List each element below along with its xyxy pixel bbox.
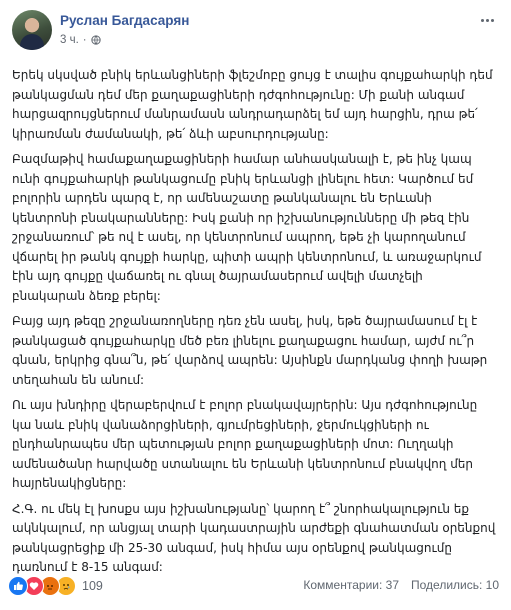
post-body xyxy=(12,66,499,584)
post-paragraph: Հ.Գ. ու մեկ էլ խոսքս այս իշխանությանը՝ կարող է՞ շնորհակալություն եք ակնկալում, որ անցյալ տարի կադաստրային արժեքի գնահատման օրենքով թանկացրեցիք մի 25-30 անգամ, իսկ հիմա այս օրենքով թանկացումը դառնում է 8-15 անգամ: xyxy=(12,501,496,574)
post-time[interactable]: 3 ч. xyxy=(60,34,79,46)
post-footer xyxy=(8,574,503,598)
post-paragraph: Ու այս խնդիրը վերաբերվում է բոլոր բնակավայրերին: Այս դժգոհությունը կա նաև բնիկ վանաձորցիների, գյումրեցիների, ջերմուկցիների ու ընդհանրապես մեր պետության բոլոր քաղաքացիների մոտ: Ուղղակի ամենածանր հարվածը ստանալու են Երևանի կենտրոնում բնակվող մեր հայրենակիցները: xyxy=(12,398,478,490)
shares-count-link[interactable]: Поделились: 10 xyxy=(411,578,499,592)
more-options-button[interactable] xyxy=(475,12,499,28)
post-paragraph: Բայց այդ թեզը շրջանառողները դեռ չեն ասել, իսկ, եթե ծայրամասում էլ է թանկացած գույքահարկը մեծ բեռ լինելու քաղաքացու համար, այժմ ու՞ր գնան, երկրից գնա՞ն, թե՛ վարձով ապրեն: Այսինքն մարդկանց փողի խաթր տեղահան են անում: xyxy=(12,314,488,387)
more-icon xyxy=(481,19,484,22)
author-name[interactable]: Руслан Багдасарян xyxy=(60,13,190,28)
like-reaction-icon xyxy=(8,576,28,596)
globe-icon[interactable] xyxy=(91,35,101,45)
reactions-count[interactable]: 109 xyxy=(82,579,103,593)
post-paragraph: Բազմաթիվ համաքաղաքացիների համար անհասկանալի է, թե ինչ կապ ունի գույքահարկի թանկացումը բնիկ երևանցի լինելու հետ: Կարծում եմ բոլորին արդեն պարզ է, որ ամենաշատը թանկանալու են Երևանի կենտրոնի բնակարանները: Իսկ քանի որ իշխանությունները մի թեզ էին շրջանառում՝ թե ով է ասել, որ կենտրոնում ապրող, եթե չի կարողանում վճարել իր թանկ գույքի հարկը, պիտի ապրի կենտրոնում, և առաջարկում էին այդ գույքը վաճառել ու գնալ ծայրամասերում ավելի մատչելի բնակարան ձեռք բերել: xyxy=(12,152,482,303)
avatar[interactable] xyxy=(12,10,52,50)
post-stats xyxy=(303,578,499,592)
post-paragraph: Երեկ սկսված բնիկ երևանցիների ֆլեշմոբը ցույց է տալիս գույքահարկի դեմ թանկացման դեմ մեր քաղաքացիների դժգոհությունը: Մի քանի անգամ հարցազրույցներում մանրամասն անդրադարձել եմ այդ հարցին, դրա թե՛ կիրառման ժամանակի, թե՛ ձևի աբսուրդությանը: xyxy=(12,68,493,141)
post-header xyxy=(12,10,501,58)
reactions-summary[interactable] xyxy=(8,576,103,596)
separator-dot: · xyxy=(82,34,87,46)
post-meta xyxy=(60,34,101,46)
comments-count-link[interactable]: Комментарии: 37 xyxy=(303,578,399,592)
